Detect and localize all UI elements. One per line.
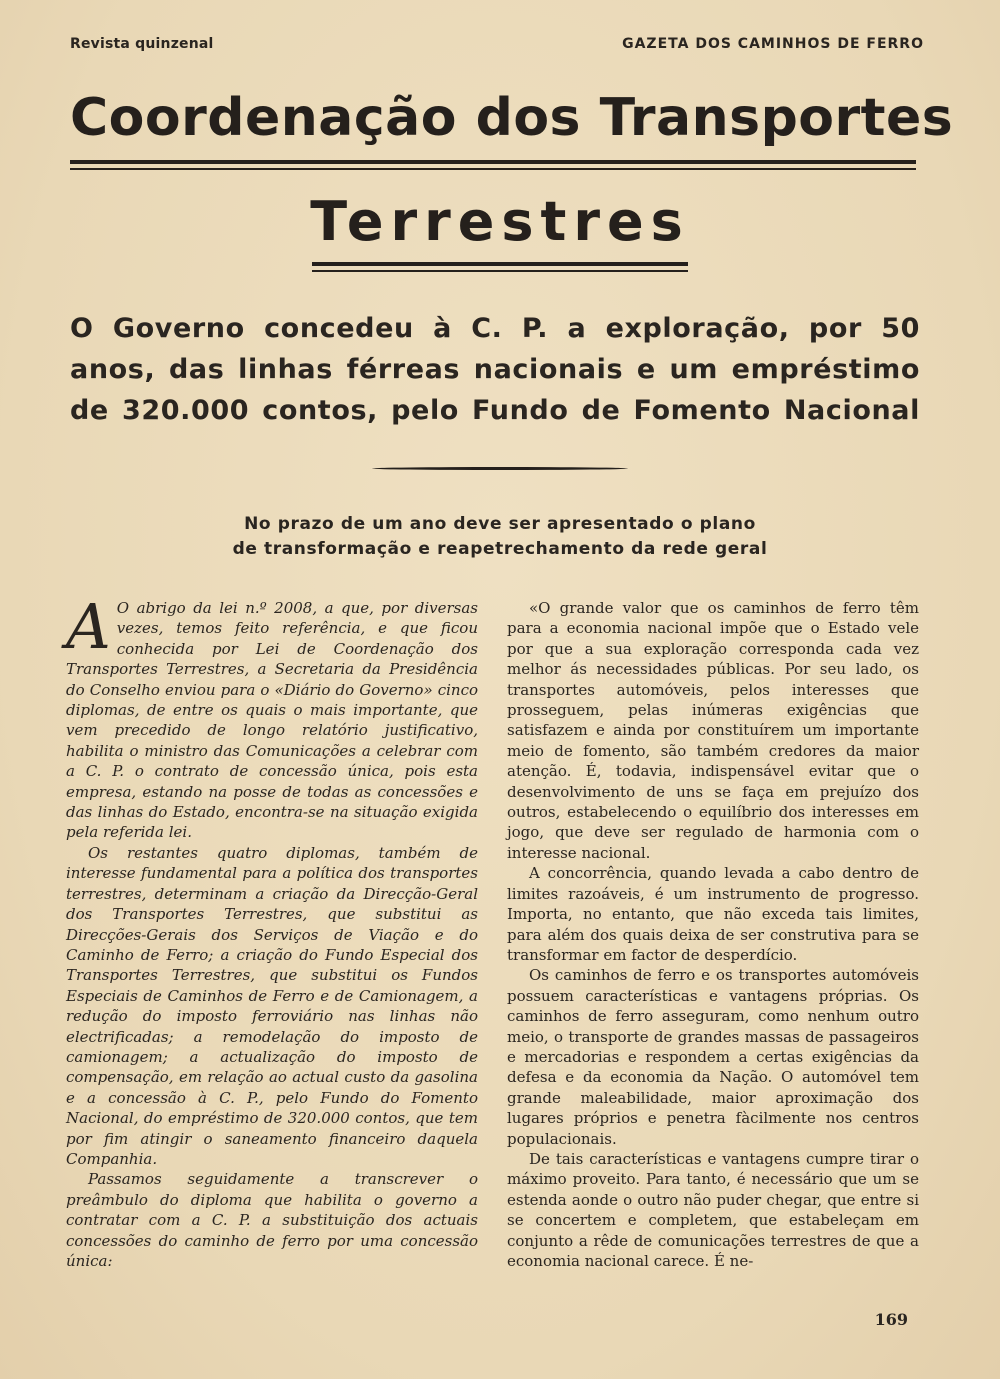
title-line-2: Terrestres: [310, 190, 690, 253]
article-paragraph: A concorrência, quando levada a cabo dentro de limites razoáveis, é um instrumento de progresso. Importa, no entanto, que não exceda tais limites, para além dos quais deixa de ser construtiva para se transformar em factor de desperdício.: [507, 864, 919, 964]
separator-rule: [372, 467, 628, 470]
article-paragraph: De tais características e vantagens cumpre tirar o máximo proveito. Para tanto, é necessário que um se estenda aonde o outro não puder chegar, que entre si se concertem e completem, que estabeleçam em conjunto a rêde de comunicações terrestres de que a economia nacional carece. É ne-: [507, 1149, 919, 1270]
subheadline-line-2: de transformação e reapetrechamento da rede geral: [232, 539, 768, 559]
running-head-right: GAZETA DOS CAMINHOS DE FERRO: [622, 36, 924, 52]
headline: O Governo concedeu à C. P. a exploração, por 50 anos, das linhas férreas nacionais e um empréstimo de 320.000 contos, pelo Fundo de Fomento Nacional: [70, 313, 920, 426]
title-rule-top-2: [70, 168, 916, 170]
article-paragraph: A O abrigo da lei n.º 2008, a que, por diversas vezes, temos feito referência, e que ficou conhecida por Lei de Coordenação dos Transportes Terrestres, a Secretaria da Presidência do Conselho enviou para o «Diário do Governo» cinco diplomas, de entre os quais o mais importante, que vem precedido de longo relatório justificativo, habilita o ministro das Comunicações a celebrar com a C. P. o contrato de concessão única, pois esta empresa, estando na posse de todas as concessões e das linhas do Estado, encontra-se na situação exigida pela referida lei.: [66, 590, 478, 842]
subheadline: [150, 512, 850, 562]
page-number: 169: [874, 1310, 908, 1329]
drop-cap: A: [66, 590, 111, 663]
article-column-left: [66, 590, 478, 1271]
title-rule-top-1: [70, 160, 916, 164]
title-rule-bottom-1: [312, 262, 688, 266]
subheadline-line-1: No prazo de um ano deve ser apresentado o plano: [244, 514, 756, 534]
article-column-right: [507, 598, 919, 1271]
title-line-1: Coordenação dos Transportes: [70, 88, 954, 148]
article-paragraph: «O grande valor que os caminhos de ferro têm para a economia nacional impõe que o Estado vele por que a sua exploração corresponda cada vez melhor ás necessidades públicas. Por seu lado, os transportes automóveis, pelos interesses que prosseguem, pelas inúmeras exigências que satisfazem e ainda por constituírem um importante meio de fomento, são também credores da maior atenção. É, todavia, indispensável evitar que o desenvolvimento de uns se faça em prejuízo dos outros, estabelecendo o equilíbrio dos interesses em jogo, que deve ser regulado de harmonia com o interesse nacional.: [507, 599, 919, 862]
article-paragraph: Os restantes quatro diplomas, também de interesse fundamental para a política dos transportes terrestres, determinam a criação da Direcção-Geral dos Transportes Terrestres, que substitui as Direcções-Gerais dos Serviços de Viação e do Caminho de Ferro; a criação do Fundo Especial dos Transportes Terrestres, que substitui os Fundos Especiais de Caminhos de Ferro e de Camionagem, a redução do imposto ferroviário nas linhas não electrificadas; a remodelação do imposto de camionagem; a actualização do imposto de compensação, em relação ao actual custo da gasolina e a concessão à C. P., pelo Fundo do Fomento Nacional, do empréstimo de 320.000 contos, que tem por fim atingir o saneamento financeiro daquela Companhia.: [66, 843, 478, 1168]
title-rule-bottom-2: [312, 270, 688, 272]
article-paragraph: Passamos seguidamente a transcrever o preâmbulo do diploma que habilita o governo a contratar com a C. P. a substituição dos actuais concessões do caminho de ferro por uma concessão única:: [66, 1170, 478, 1270]
running-head-left: Revista quinzenal: [70, 36, 214, 52]
article-paragraph: Os caminhos de ferro e os transportes automóveis possuem características e vantagens próprias. Os caminhos de ferro asseguram, como nenhum outro meio, o transporte de grandes massas de passageiros e mercadorias e respondem a certas exigências da defesa e da economia da Nação. O automóvel tem grande maleabilidade, maior aproximação dos lugares próprios e penetra fàcilmente nos centros populacionais.: [507, 966, 919, 1148]
